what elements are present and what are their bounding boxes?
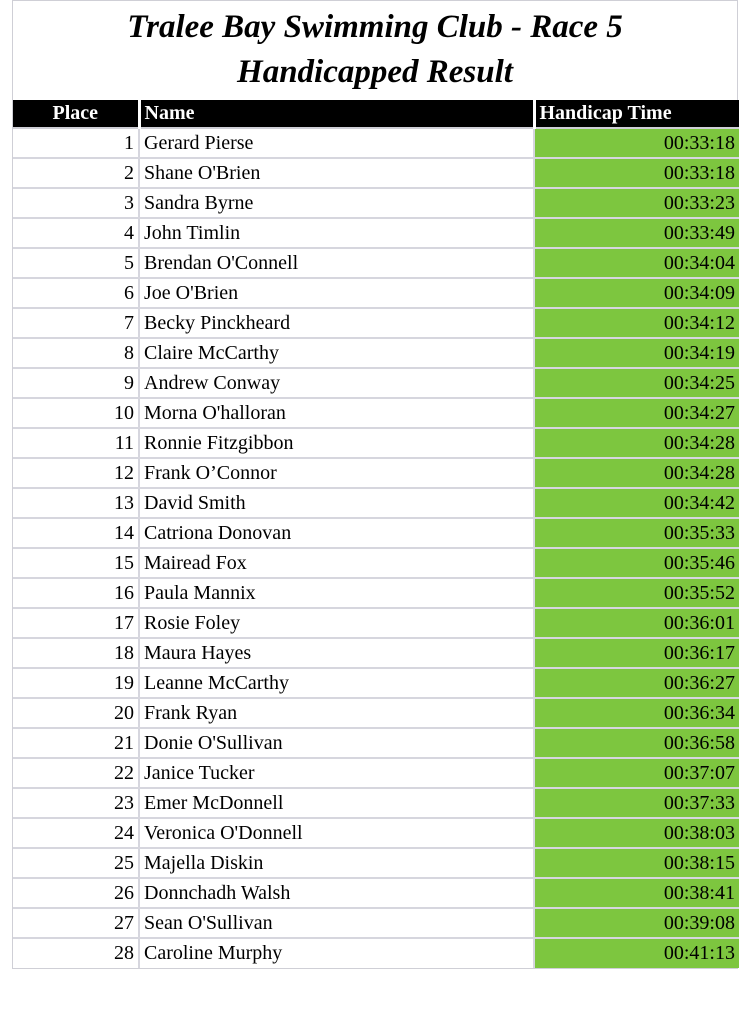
place-cell: 12 (13, 458, 139, 488)
title-line-1: Tralee Bay Swimming Club - Race 5 (127, 9, 623, 45)
handicap-time-cell: 00:34:19 (534, 338, 739, 368)
place-cell: 4 (13, 218, 139, 248)
table-body (13, 128, 739, 968)
table-row (13, 398, 739, 428)
column-header-handicap-time: Handicap Time (534, 100, 739, 128)
name-cell: Frank Ryan (139, 698, 534, 728)
name-cell: Paula Mannix (139, 578, 534, 608)
name-cell: Maura Hayes (139, 638, 534, 668)
place-cell: 28 (13, 938, 139, 968)
place-cell: 17 (13, 608, 139, 638)
name-cell: Donie O'Sullivan (139, 728, 534, 758)
results-table (13, 100, 739, 968)
place-cell: 13 (13, 488, 139, 518)
place-cell: 5 (13, 248, 139, 278)
place-cell: 10 (13, 398, 139, 428)
place-cell: 15 (13, 548, 139, 578)
table-row (13, 248, 739, 278)
handicap-time-cell: 00:38:03 (534, 818, 739, 848)
table-row (13, 218, 739, 248)
column-header-place: Place (13, 100, 139, 128)
handicap-time-cell: 00:35:33 (534, 518, 739, 548)
handicap-time-cell: 00:38:15 (534, 848, 739, 878)
table-row (13, 428, 739, 458)
name-cell: Joe O'Brien (139, 278, 534, 308)
table-row (13, 488, 739, 518)
handicap-time-cell: 00:33:23 (534, 188, 739, 218)
table-row (13, 608, 739, 638)
title-line-2: Handicapped Result (237, 54, 513, 90)
handicap-time-cell: 00:36:34 (534, 698, 739, 728)
place-cell: 25 (13, 848, 139, 878)
handicap-time-cell: 00:34:12 (534, 308, 739, 338)
table-row (13, 278, 739, 308)
name-cell: Emer McDonnell (139, 788, 534, 818)
handicap-time-cell: 00:36:17 (534, 638, 739, 668)
table-row (13, 338, 739, 368)
name-cell: Shane O'Brien (139, 158, 534, 188)
place-cell: 6 (13, 278, 139, 308)
place-cell: 3 (13, 188, 139, 218)
handicap-time-cell: 00:34:28 (534, 458, 739, 488)
table-row (13, 878, 739, 908)
table-row (13, 458, 739, 488)
handicap-time-cell: 00:33:18 (534, 128, 739, 158)
name-cell: John Timlin (139, 218, 534, 248)
results-title (13, 0, 737, 100)
name-cell: Majella Diskin (139, 848, 534, 878)
name-cell: Catriona Donovan (139, 518, 534, 548)
column-header-name: Name (139, 100, 534, 128)
place-cell: 14 (13, 518, 139, 548)
table-row (13, 698, 739, 728)
handicap-time-cell: 00:37:33 (534, 788, 739, 818)
handicap-time-cell: 00:36:58 (534, 728, 739, 758)
name-cell: Becky Pinckheard (139, 308, 534, 338)
table-row (13, 158, 739, 188)
name-cell: Leanne McCarthy (139, 668, 534, 698)
table-row (13, 188, 739, 218)
handicap-time-cell: 00:41:13 (534, 938, 739, 968)
table-row (13, 758, 739, 788)
table-row (13, 308, 739, 338)
name-cell: Brendan O'Connell (139, 248, 534, 278)
name-cell: Veronica O'Donnell (139, 818, 534, 848)
table-row (13, 368, 739, 398)
name-cell: Rosie Foley (139, 608, 534, 638)
place-cell: 9 (13, 368, 139, 398)
table-header-row (13, 100, 739, 128)
handicap-time-cell: 00:39:08 (534, 908, 739, 938)
handicap-time-cell: 00:38:41 (534, 878, 739, 908)
name-cell: Mairead Fox (139, 548, 534, 578)
table-row (13, 128, 739, 158)
place-cell: 22 (13, 758, 139, 788)
table-row (13, 638, 739, 668)
place-cell: 18 (13, 638, 139, 668)
handicap-time-cell: 00:35:52 (534, 578, 739, 608)
table-row (13, 938, 739, 968)
handicap-time-cell: 00:34:04 (534, 248, 739, 278)
handicap-time-cell: 00:34:09 (534, 278, 739, 308)
handicap-time-cell: 00:34:27 (534, 398, 739, 428)
place-cell: 19 (13, 668, 139, 698)
name-cell: Ronnie Fitzgibbon (139, 428, 534, 458)
place-cell: 2 (13, 158, 139, 188)
place-cell: 26 (13, 878, 139, 908)
name-cell: Caroline Murphy (139, 938, 534, 968)
place-cell: 11 (13, 428, 139, 458)
place-cell: 24 (13, 818, 139, 848)
name-cell: Andrew Conway (139, 368, 534, 398)
handicap-time-cell: 00:35:46 (534, 548, 739, 578)
name-cell: Claire McCarthy (139, 338, 534, 368)
handicap-time-cell: 00:36:01 (534, 608, 739, 638)
table-row (13, 728, 739, 758)
name-cell: Sean O'Sullivan (139, 908, 534, 938)
place-cell: 23 (13, 788, 139, 818)
table-row (13, 908, 739, 938)
name-cell: Sandra Byrne (139, 188, 534, 218)
table-row (13, 668, 739, 698)
handicap-time-cell: 00:37:07 (534, 758, 739, 788)
handicap-time-cell: 00:36:27 (534, 668, 739, 698)
table-row (13, 848, 739, 878)
place-cell: 7 (13, 308, 139, 338)
handicap-time-cell: 00:33:49 (534, 218, 739, 248)
place-cell: 8 (13, 338, 139, 368)
table-row (13, 818, 739, 848)
handicap-time-cell: 00:33:18 (534, 158, 739, 188)
name-cell: Donnchadh Walsh (139, 878, 534, 908)
name-cell: Janice Tucker (139, 758, 534, 788)
place-cell: 21 (13, 728, 139, 758)
place-cell: 20 (13, 698, 139, 728)
name-cell: Frank O’Connor (139, 458, 534, 488)
table-row (13, 788, 739, 818)
name-cell: Gerard Pierse (139, 128, 534, 158)
handicap-time-cell: 00:34:42 (534, 488, 739, 518)
table-row (13, 578, 739, 608)
table-row (13, 518, 739, 548)
name-cell: David Smith (139, 488, 534, 518)
table-row (13, 548, 739, 578)
place-cell: 16 (13, 578, 139, 608)
place-cell: 1 (13, 128, 139, 158)
name-cell: Morna O'halloran (139, 398, 534, 428)
place-cell: 27 (13, 908, 139, 938)
results-sheet (12, 0, 738, 969)
handicap-time-cell: 00:34:28 (534, 428, 739, 458)
handicap-time-cell: 00:34:25 (534, 368, 739, 398)
